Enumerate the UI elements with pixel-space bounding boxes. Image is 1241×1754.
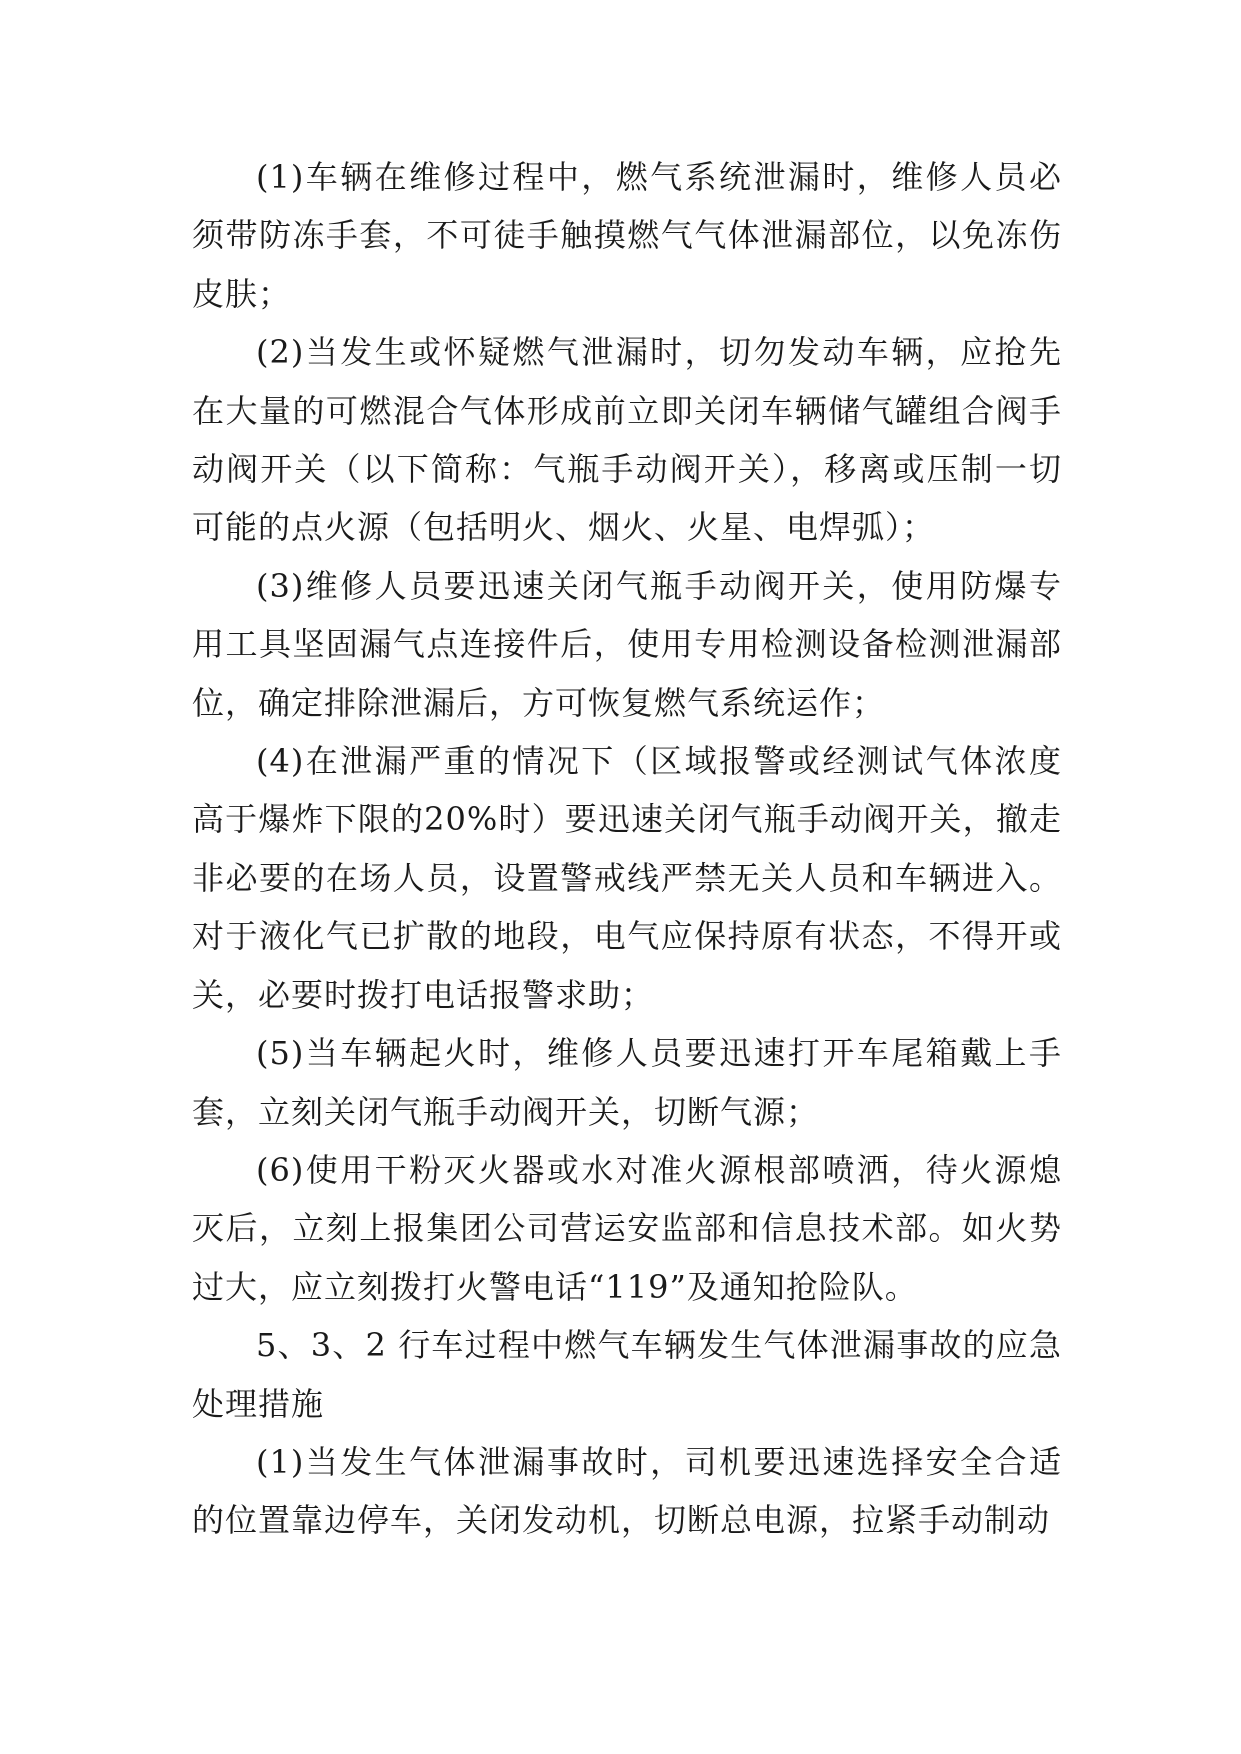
document-body	[192, 148, 1062, 1550]
section-heading-5-3-2: 5、3、2 行车过程中燃气车辆发生气体泄漏事故的应急处理措施	[192, 1326, 1062, 1423]
paragraph-suspected-leak: (2)当发生或怀疑燃气泄漏时，切勿发动车辆，应抢先在大量的可燃混合气体形成前立即关闭车辆储气罐组合阀手动阀开关（以下简称：气瓶手动阀开关），移离或压制一切可能的点火源（包括明火、烟火、火星、电焊弧）；	[192, 333, 1062, 547]
paragraph-vehicle-fire: (5)当车辆起火时，维修人员要迅速打开车尾箱戴上手套，立刻关闭气瓶手动阀开关，切断气源；	[192, 1034, 1062, 1131]
paragraph-extinguish-fire: (6)使用干粉灭火器或水对准火源根部喷洒，待火源熄灭后，立刻上报集团公司营运安监部和信息技术部。如火势过大，应立刻拨打火警电话“119”及通知抢险队。	[192, 1150, 1062, 1306]
paragraph-driving-leak: (1)当发生气体泄漏事故时，司机要迅速选择安全合适的位置靠边停车，关闭发动机，切断总电源，拉紧手动制动	[192, 1442, 1062, 1540]
paragraph-close-valve-repair: (3)维修人员要迅速关闭气瓶手动阀开关，使用防爆专用工具坚固漏气点连接件后，使用专用检测设备检测泄漏部位，确定排除泄漏后，方可恢复燃气系统运作；	[192, 566, 1062, 722]
paragraph-maintenance-gloves: (1)车辆在维修过程中，燃气系统泄漏时，维修人员必须带防冻手套，不可徒手触摸燃气气体泄漏部位，以免冻伤皮肤；	[192, 158, 1062, 313]
paragraph-severe-leak: (4)在泄漏严重的情况下（区域报警或经测试气体浓度高于爆炸下限的20%时）要迅速关闭气瓶手动阀开关，撤走非必要的在场人员，设置警戒线严禁无关人员和车辆进入。对于液化气已扩散的地段，电气应保持原有状态，不得开或关，必要时拨打电话报警求助；	[192, 742, 1062, 1014]
